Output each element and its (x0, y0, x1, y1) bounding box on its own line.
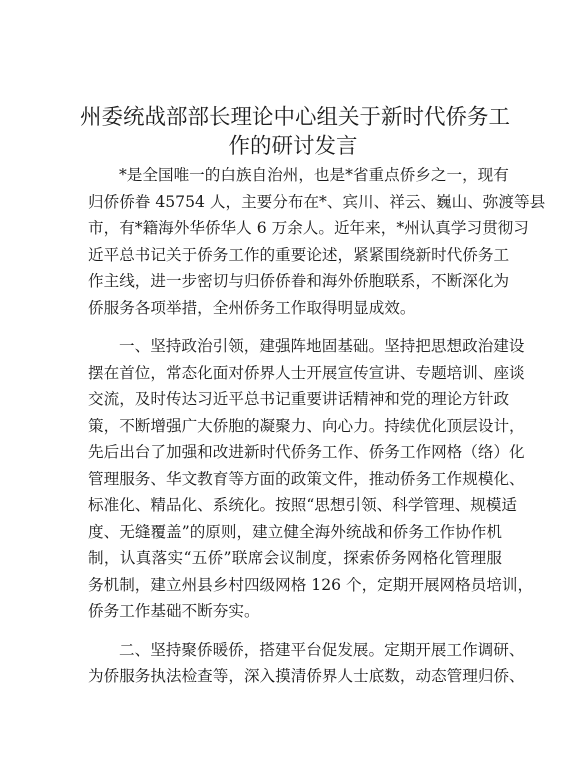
text-line: 侨服务各项举措，全州侨务工作取得明显成效。 (88, 298, 416, 317)
document-body (88, 162, 546, 702)
text-line: 摆在首位，常态化面对侨界人士开展宣传宣讲、专题培训、座谈 (88, 363, 525, 382)
title-line-2: 作的研讨发言 (228, 134, 358, 159)
text-line: 管理服务、华文教育等方面的政策文件，推动侨务工作规模化、 (88, 469, 525, 488)
text-line: 二、坚持聚侨暖侨，搭建平台促发展。定期开展工作调研、 (119, 640, 525, 659)
text-line: 制，认真落实“五侨”联席会议制度，探索侨务网格化管理服 (88, 549, 502, 567)
text-line: 度、无缝覆盖”的原则，建立健全海外统战和侨务工作协作机 (88, 522, 502, 541)
text-line: 市，有*籍海外华侨华人 6 万余人。近年来，*州认真学习贯彻习 (88, 219, 529, 237)
text-line: 为侨服务执法检查等，深入摸清侨界人士底数，动态管理归侨、 (88, 667, 525, 685)
text-line: 策，不断增强广大侨胞的凝聚力、向心力。持续优化顶层设计， (88, 416, 525, 435)
text-line: 作主线，进一步密切与归侨侨眷和海外侨胞联系，不断深化为 (88, 272, 510, 290)
text-line: 交流，及时传达习近平总书记重要讲话精神和党的理论方针政 (88, 390, 510, 408)
text-line: 务机制，建立州县乡村四级网格 126 个，定期开展网格员培训， (88, 575, 534, 594)
text-line: 侨务工作基础不断夯实。 (88, 602, 260, 620)
paragraph-section-2 (88, 637, 525, 690)
document-title (80, 103, 511, 161)
title-line-1: 州委统战部部长理论中心组关于新时代侨务工 (80, 105, 511, 130)
paragraph-intro (88, 162, 546, 321)
text-line: *是全国唯一的白族自治州，也是*省重点侨乡之一，现有 (119, 166, 509, 184)
paragraph-section-1 (88, 333, 534, 625)
text-line: 先后出台了加强和改进新时代侨务工作、侨务工作网格（络）化 (88, 443, 525, 461)
text-line: 标准化、精品化、系统化。按照“思想引领、科学管理、规模适 (88, 496, 518, 514)
text-line: 一、坚持政治引领，建强阵地固基础。坚持把思想政治建设 (119, 337, 525, 355)
text-line: 归侨侨眷 45754 人，主要分布在*、宾川、祥云、巍山、弥渡等县 (88, 192, 546, 211)
text-line: 近平总书记关于侨务工作的重要论述，紧紧围绕新时代侨务工 (88, 245, 510, 264)
